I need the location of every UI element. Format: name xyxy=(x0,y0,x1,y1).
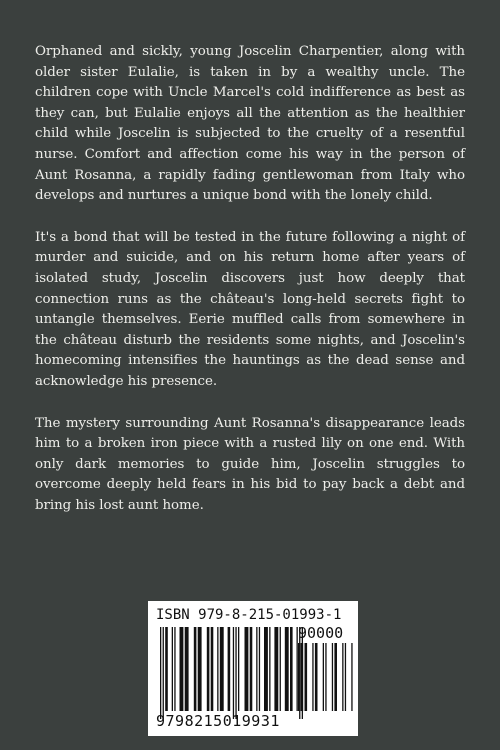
barcode-bar xyxy=(160,627,161,719)
barcode-bar xyxy=(259,627,260,711)
barcode-bar xyxy=(233,627,234,719)
barcode-bar xyxy=(280,627,281,711)
barcode-bar xyxy=(264,627,268,711)
barcode-bar xyxy=(250,627,253,711)
barcode-bar xyxy=(174,627,175,711)
barcode-bar xyxy=(165,627,168,711)
barcode-bar xyxy=(332,643,333,711)
ean-digits: 9798215019931 xyxy=(156,712,280,730)
barcode-bar xyxy=(274,627,278,711)
barcode-bar xyxy=(220,627,224,711)
barcode-bar xyxy=(256,627,257,711)
barcode-bar xyxy=(301,643,304,711)
barcode-bar xyxy=(238,627,239,711)
barcode-bar xyxy=(185,627,189,711)
blurb-paragraph-3: The mystery surrounding Aunt Rosanna's disappearance leads him to a broken iron piece with a rusted lily on one end. With only dark memories to guide him, Joscelin struggles to overcome deeply held fears in his bid to pay back a debt and bring his lost aunt home. xyxy=(35,415,465,513)
isbn-label: ISBN 979-8-215-01993-1 xyxy=(156,607,342,623)
barcode-bar xyxy=(290,627,293,711)
blurb-paragraph-2: It's a bond that will be tested in the future following a night of murder and suicide, and on his return home after years of isolated study, Joscelin discovers just how deeply that connection runs as the château's long-held secrets fight to untangle themselves. Eerie muffled calls from somewhere in the château disturb the residents some nights, and Joscelin's homecoming intensifies the hauntings as the dead sense and acknowledge his presence. xyxy=(35,229,465,389)
barcode-bar xyxy=(245,627,249,711)
barcode-bar xyxy=(211,627,214,711)
barcode-bar xyxy=(305,643,308,711)
barcode-bar xyxy=(342,643,343,711)
barcode-bar xyxy=(323,643,324,711)
barcode-bar xyxy=(345,643,346,711)
price-code: 90000 xyxy=(298,624,344,642)
blurb-paragraph-1: Orphaned and sickly, young Joscelin Charpentier, along with older sister Eulalie, is taken in by a wealthy uncle. The children cope with Uncle Marcel's cold indifference as best as they can, but Eulalie enjoys all the attention as the healthier child while Joscelin is subjected to the cruelty of a resentful nurse. Comfort and affection come his way in the person of Aunt Rosanna, a rapidly fading gentlewoman from Italy who develops and nurtures a unique bond with the lonely child. xyxy=(35,44,465,204)
blurb xyxy=(35,42,465,537)
barcode-bar xyxy=(235,627,236,719)
barcode-bar xyxy=(285,627,289,711)
barcode-bar xyxy=(228,627,231,711)
barcode-bar xyxy=(325,643,326,711)
isbn-barcode xyxy=(148,601,358,736)
barcode-bar xyxy=(180,627,184,711)
barcode-bar xyxy=(172,627,173,711)
barcode-bar xyxy=(334,643,337,711)
barcode-bar xyxy=(217,627,218,711)
barcode-bar xyxy=(198,627,202,711)
barcode-bar xyxy=(207,627,210,711)
barcode-bar xyxy=(315,643,318,711)
barcode-bar xyxy=(269,627,270,711)
barcode-bar xyxy=(312,643,313,711)
barcode-bar xyxy=(163,627,164,719)
barcode-bar xyxy=(351,643,352,711)
barcode-bar xyxy=(298,643,299,711)
barcode-bar xyxy=(194,627,197,711)
